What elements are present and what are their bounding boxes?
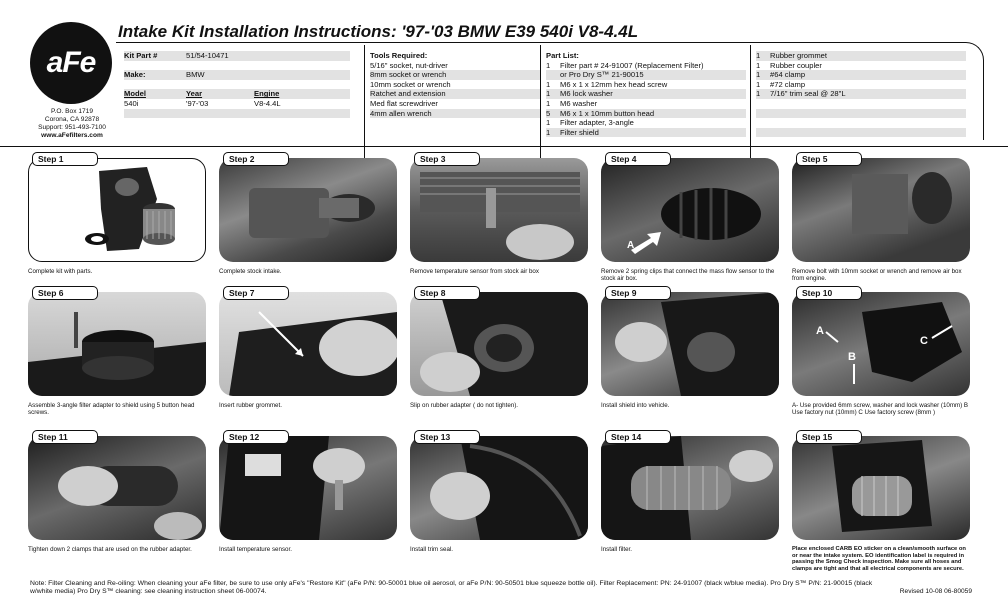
kit-parts-illustration [29,159,206,262]
photo-label-b: B [848,351,856,363]
spacer-row [124,61,350,71]
step-caption: Remove temperature sensor from stock air box [410,268,539,275]
part-item [546,99,746,109]
divider [364,45,365,170]
step-caption: Tighten down 2 clamps that are used on the rubber adapter. [28,546,192,553]
part-text: M6 x 1 x 12mm hex head screw [560,79,668,89]
step-caption: Remove 2 spring clips that connect the mass flow sensor to the stock air box. [601,268,775,283]
parts-heading: Part List: [546,51,579,60]
step-tag: Step 14 [605,430,671,444]
part-text: M6 washer [560,98,598,108]
part-qty: 1 [756,51,761,60]
step-1-photo [28,158,206,262]
part-item [546,118,746,128]
spring-clip-illustration [601,158,779,262]
step-caption: Install filter. [601,546,632,553]
step-tag: Step 7 [223,286,289,300]
tool-item: Ratchet and extension [370,89,540,99]
tool-item: 5/16" socket, nut-driver [370,60,448,70]
step-caption: Slip on rubber adapter ( do not tighten). [410,402,519,409]
part-text: or Pro Dry S™ 21-90015 [560,70,644,80]
kit-part-row [124,51,350,61]
part-qty: 1 [546,60,551,70]
step-caption: Complete kit with parts. [28,268,93,275]
step-3-photo [410,158,588,262]
make-value: BMW [186,70,205,80]
adapter-assembly-illustration [28,292,206,396]
part-text: Filter shield [560,127,599,137]
step-15-photo [792,436,970,540]
part-item [756,80,966,90]
step-caption: Remove bolt with 10mm socket or wrench and remove air box from engine. [792,268,962,283]
fastener-locations-illustration [792,292,970,396]
spacer-row [756,109,966,119]
part-qty: 1 [546,127,551,137]
step-caption: Install trim seal. [410,546,453,553]
revision-label: Revised 10-08 06-80059 [899,588,972,595]
part-item [756,51,966,61]
contact-website: www.aFefilters.com [41,132,103,139]
part-item [756,61,966,71]
tool-item: Med flat screwdriver [370,98,438,108]
afe-logo [30,22,112,104]
trim-seal-illustration [410,436,588,540]
contact-city: Corona, CA 92878 [44,116,100,123]
shield-install-illustration [601,292,779,396]
kit-part-value: 51/54-10471 [186,51,229,60]
part-qty: 1 [546,118,551,128]
step-7-photo [219,292,397,396]
contact-block [18,108,126,140]
tool-item: 8mm socket or wrench [370,70,540,80]
step-4-photo [601,158,779,262]
part-qty: 1 [756,79,761,89]
info-box [116,42,984,140]
kit-info [124,51,350,128]
photo-label-c: C [920,335,928,347]
tools-required [370,51,540,128]
step-caption: Install temperature sensor. [219,546,292,553]
step-13-photo [410,436,588,540]
part-text: #72 clamp [770,79,806,89]
part-item [546,70,746,80]
rubber-adapter-illustration [410,292,588,396]
model-value: 540i [124,98,139,108]
clamp-tighten-illustration [28,436,206,540]
tool-item: 10mm socket or wrench [370,79,451,89]
tools-heading: Tools Required: [370,51,428,60]
step-tag: Step 13 [414,430,480,444]
step-tag: Step 4 [605,152,671,166]
part-item [756,70,966,80]
part-qty: 1 [546,89,551,99]
step-caption: Insert rubber grommet. [219,402,282,409]
make-row [124,70,350,80]
model-value-row [124,99,350,109]
step-caption: Complete stock intake. [219,268,282,275]
logo-text: aFe [46,46,96,79]
part-item [546,128,746,138]
part-list-continued [756,51,966,137]
contact-pobox: P.O. Box 1719 [50,108,94,115]
part-text: 7/16" trim seal @ 28"L [770,89,846,99]
model-header-row [124,89,350,99]
step-6-photo [28,292,206,396]
part-item [546,80,746,90]
part-qty: 1 [756,89,761,99]
kit-part-label: Kit Part # [124,51,158,60]
spacer-row [370,118,540,128]
step-tag: Step 15 [796,430,862,444]
step-caption: Assemble 3-angle filter adapter to shield using 5 button head screws. [28,402,195,417]
part-qty: 1 [756,70,761,80]
part-qty: 1 [546,98,551,108]
step-caption: A- Use provided 6mm screw, washer and lock washer (10mm) B Use factory nut (10mm) C Use factory screw (8mm ) [792,402,969,417]
spacer-row [756,118,966,128]
step-tag: Step 12 [223,430,289,444]
airbox-removal-illustration [792,158,970,262]
header-divider [0,146,1008,147]
step-tag: Step 3 [414,152,480,166]
photo-label-a: A [627,240,635,251]
step-tag: Step 2 [223,152,289,166]
part-text: Rubber coupler [770,60,822,70]
part-qty: 5 [546,108,551,118]
step-tag: Step 1 [32,152,98,166]
spacer-row [124,118,350,128]
part-item [546,89,746,99]
engine-value: V8-4.4L [254,98,281,108]
step-tag: Step 6 [32,286,98,300]
cleaning-note: Note: Filter Cleaning and Re-oiling: When cleaning your aFe filter, be sure to use only aFe's "Restore Kit" (aFe P/N: 90-50001 blue oil aerosol, or aFe P/N: 90-50501 blue squeeze bottle oil). Filter Replacement: PN: 24-91007 (black w/blue media). Pro Dry S™ P/N: 21-90015 (black w/white media) Pro Dry S™ cleaning: see cleaning instruction sheet 06-00074. [30,580,873,596]
part-qty: 1 [756,60,761,70]
step-2-photo [219,158,397,262]
spacer-row [124,80,350,90]
part-qty: 1 [546,79,551,89]
tool-item: 4mm allen wrench [370,109,540,119]
sensor-removal-illustration [410,158,588,262]
step-10-photo [792,292,970,396]
step-8-photo [410,292,588,396]
contact-phone: Support: 951-493-7100 [38,124,106,131]
step-5-photo [792,158,970,262]
year-label: Year [186,89,203,99]
step-14-photo [601,436,779,540]
step-11-photo [28,436,206,540]
part-item [546,61,746,71]
engine-label: Engine [254,89,280,99]
part-text: M6 x 1 x 10mm button head [560,108,655,118]
part-list [546,51,746,137]
year-value: '97-'03 [186,98,209,108]
part-text: M6 lock washer [560,89,613,99]
step-tag: Step 11 [32,430,98,444]
filter-install-illustration [601,436,779,540]
spacer-row [124,109,350,119]
spacer-row [756,99,966,109]
step-9-photo [601,292,779,396]
step-tag: Step 9 [605,286,671,300]
engine-bay-illustration [219,158,397,262]
spacer-row [756,128,966,138]
part-text: #64 clamp [770,70,806,80]
part-text: Rubber grommet [770,51,827,60]
step-tag: Step 5 [796,152,862,166]
part-item [546,109,746,119]
photo-label-a: A [816,325,824,337]
completed-install-illustration [792,436,970,540]
make-label: Make: [124,70,146,80]
step-12-photo [219,436,397,540]
page-title: Intake Kit Installation Instructions: '97-'03 BMW E39 540i V8-4.4L [118,22,639,41]
part-item [756,89,966,99]
part-text: Filter adapter, 3-angle [560,118,634,128]
step-tag: Step 8 [414,286,480,300]
step-caption: Place enclosed CARB EO sticker on a clean/smooth surface on or near the intake system. EO identification label is required in passing the Smog Check inspection. Make sure all hoses and clamps are tight and that all electrical components are secure. [792,546,966,572]
part-text: Filter part # 24-91007 (Replacement Filter) [560,60,704,70]
grommet-insertion-illustration [219,292,397,396]
model-label: Model [124,89,146,99]
step-tag: Step 10 [796,286,862,300]
step-caption: Install shield into vehicle. [601,402,670,409]
temp-sensor-illustration [219,436,397,540]
